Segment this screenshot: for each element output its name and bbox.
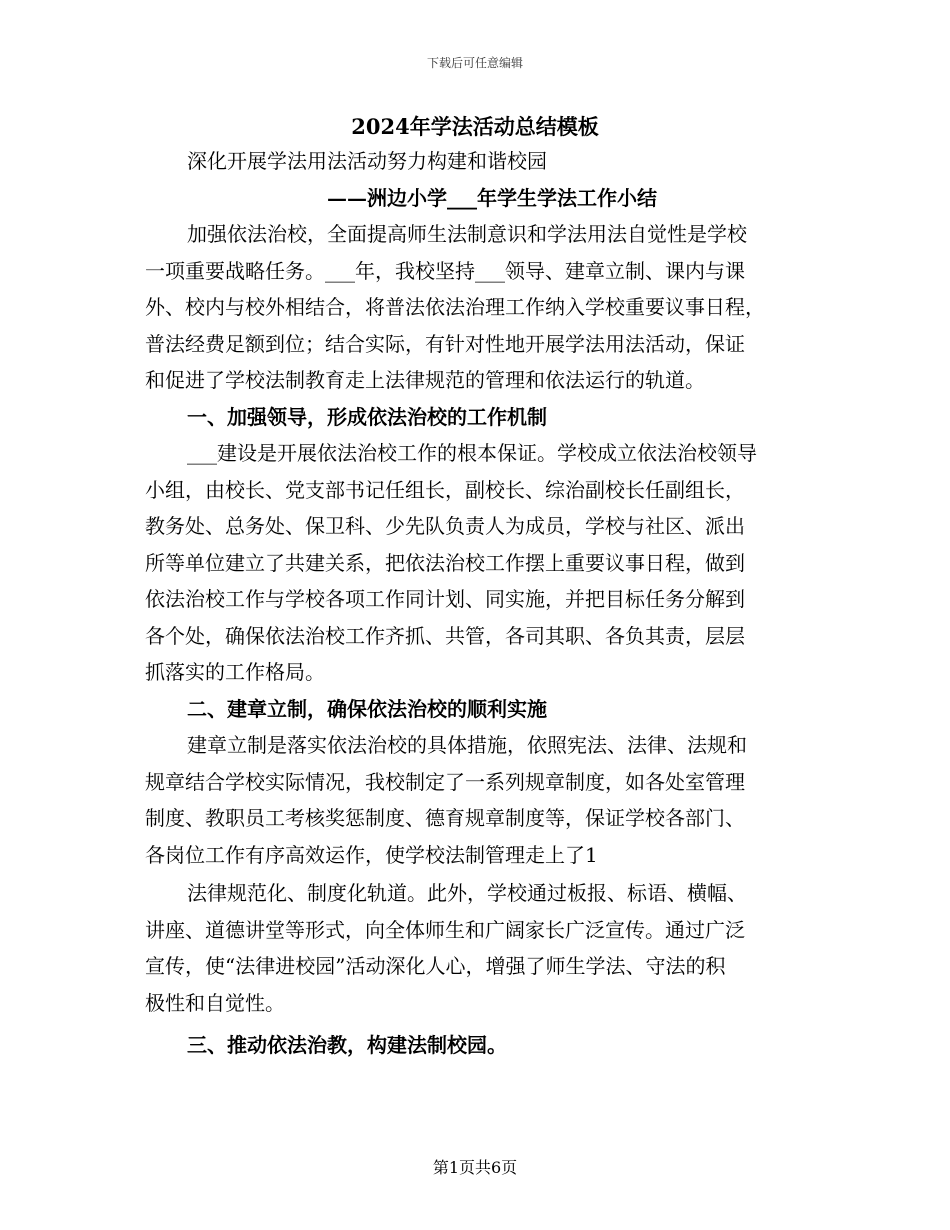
paragraph-line: 一项重要战略任务。___年，我校坚持___领导、建章立制、课内与课 [145, 258, 745, 283]
paragraph-line: 规章结合学校实际情况，我校制定了一系列规章制度，如各处室管理 [145, 769, 745, 794]
header-note: 下载后可任意编辑 [426, 56, 523, 70]
paragraph-line: 宣传，使“法律进校园”活动深化人心，增强了师生学法、守法的积 [145, 954, 726, 978]
paragraph-line: 极性和自觉性。 [145, 990, 285, 1015]
document-byline: ——洲边小学___年学生学法工作小结 [327, 185, 657, 210]
document-title: 2024年学法活动总结模板 [351, 114, 599, 139]
paragraph-line: 加强依法治校，全面提高师生法制意识和学法用法自觉性是学校 [187, 222, 747, 246]
paragraph-line: 普法经费足额到位；结合实际，有针对性地开展学法用法活动，保证 [145, 331, 745, 356]
section-heading-2: 二、建章立制，确保依法治校的顺利实施 [187, 696, 547, 721]
paragraph-line: 各岗位工作有序高效运作，使学校法制管理走上了1 [145, 842, 598, 867]
paragraph-line: 法律规范化、制度化轨道。此外，学校通过板报、标语、横幅、 [187, 881, 747, 905]
paragraph-line: 和促进了学校法制教育走上法律规范的管理和依法运行的轨道。 [145, 368, 705, 392]
section-2-paragraph [145, 727, 805, 873]
paragraph-line: 所等单位建立了共建关系，把依法治校工作摆上重要议事日程，做到 [145, 550, 745, 575]
section-1-paragraph [145, 435, 805, 691]
document-subtitle: 深化开展学法用法活动努力构建和谐校园 [187, 149, 547, 173]
section-heading-3: 三、推动依法治教，构建法制校园。 [187, 1033, 507, 1057]
section-heading-1: 一、加强领导，形成依法治校的工作机制 [187, 404, 547, 429]
paragraph-line: 依法治校工作与学校各项工作同计划、同实施，并把目标任务分解到 [145, 587, 745, 611]
section-2-continuation [145, 875, 805, 1021]
paragraph-line: 建章立制是落实依法治校的具体措施，依照宪法、法律、法规和 [187, 733, 747, 757]
paragraph-line: 抓落实的工作格局。 [145, 660, 325, 684]
page-number: 第1页共6页 [432, 1158, 518, 1177]
paragraph-line: 讲座、道德讲堂等形式，向全体师生和广阔家长广泛宣传。通过广泛 [145, 917, 745, 942]
paragraph-line: 小组，由校长、党支部书记任组长，副校长、综治副校长任副组长， [145, 477, 745, 502]
paragraph-line: 外、校内与校外相结合，将普法依法治理工作纳入学校重要议事日程， [145, 295, 765, 319]
intro-paragraph [145, 216, 805, 399]
paragraph-line: 制度、教职员工考核奖惩制度、德育规章制度等，保证学校各部门、 [145, 806, 745, 830]
paragraph-line: 各个处，确保依法治校工作齐抓、共管，各司其职、各负其责，层层 [145, 623, 745, 648]
document-body [145, 112, 805, 1064]
paragraph-line: 教务处、总务处、保卫科、少先队负责人为成员，学校与社区、派出 [145, 514, 745, 538]
paragraph-line: ___建设是开展依法治校工作的根本保证。学校成立依法治校领导 [187, 441, 757, 465]
